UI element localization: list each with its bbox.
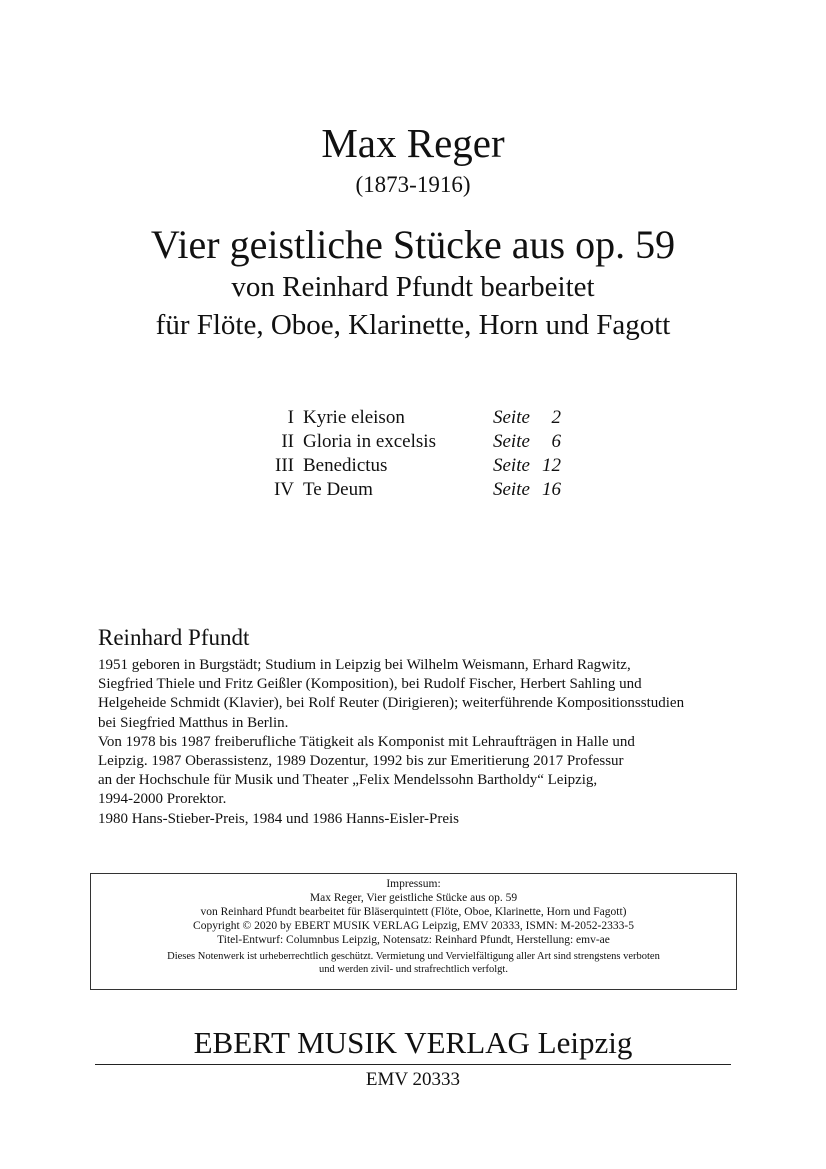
toc-title: Kyrie eleison — [303, 407, 405, 428]
toc-page-label: Seite — [493, 479, 530, 500]
table-of-contents — [250, 406, 570, 502]
toc-title: Gloria in excelsis — [303, 431, 436, 452]
impressum-box — [90, 873, 737, 990]
biography-line: bei Siegfried Matthus in Berlin. — [98, 714, 289, 731]
toc-number: I — [287, 407, 294, 428]
toc-page-number: 2 — [551, 407, 561, 428]
biography-line: Leipzig. 1987 Oberassistenz, 1989 Dozentur, 1992 bis zur Emeritierung 2017 Professur — [98, 753, 624, 770]
biography-text — [98, 656, 748, 829]
arranger-line: von Reinhard Pfundt bearbeitet — [231, 271, 595, 303]
toc-title: Benedictus — [303, 455, 388, 476]
toc-title: Te Deum — [303, 479, 373, 500]
copyright-notice-line: und werden zivil- und strafrechtlich verfolgt. — [319, 964, 508, 975]
copyright-notice-line: Dieses Notenwerk ist urheberrechtlich geschützt. Vermietung und Vervielfältigung aller Art sind strengstens verboten — [167, 951, 660, 962]
toc-entry — [250, 406, 570, 430]
biography-line: an der Hochschule für Musik und Theater „Felix Mendelssohn Bartholdy“ Leipzig, — [98, 772, 598, 789]
toc-page-number: 12 — [542, 455, 561, 476]
work-title: Vier geistliche Stücke aus op. 59 — [150, 222, 676, 267]
toc-page-label: Seite — [493, 407, 530, 428]
biography-line: Von 1978 bis 1987 freiberufliche Tätigkeit als Komponist mit Lehraufträgen in Halle und — [98, 733, 635, 750]
biography-line: Helgeheide Schmidt (Klavier), bei Rolf Reuter (Dirigieren); weiterführende Kompositionsstudien — [98, 695, 685, 712]
toc-page-label: Seite — [493, 431, 530, 452]
toc-number: II — [281, 431, 294, 452]
impressum-line: Max Reger, Vier geistliche Stücke aus op. 59 — [309, 892, 518, 904]
toc-entry — [250, 478, 570, 502]
toc-number: IV — [273, 479, 294, 500]
impressum-line: von Reinhard Pfundt bearbeitet für Bläserquintett (Flöte, Oboe, Klarinette, Horn und Fagott) — [200, 906, 627, 918]
toc-entry — [250, 454, 570, 478]
impressum-line: Impressum: — [386, 878, 441, 890]
toc-page-label: Seite — [493, 455, 530, 476]
publisher-divider — [95, 1064, 731, 1065]
biography-line: Siegfried Thiele und Fritz Geißler (Komposition), bei Rudolf Fischer, Herbert Sahling und — [98, 676, 642, 693]
toc-page-number: 16 — [542, 479, 561, 500]
toc-number: III — [275, 455, 294, 476]
biography-heading: Reinhard Pfundt — [98, 625, 250, 650]
composer-name: Max Reger — [321, 120, 505, 166]
publisher-name: EBERT MUSIK VERLAG Leipzig — [193, 1025, 633, 1060]
biography-line: 1951 geboren in Burgstädt; Studium in Leipzig bei Wilhelm Weismann, Erhard Ragwitz, — [98, 657, 631, 673]
biography-line: 1980 Hans-Stieber-Preis, 1984 und 1986 Hanns-Eisler-Preis — [98, 810, 460, 827]
impressum-line: Titel-Entwurf: Columnbus Leipzig, Notensatz: Reinhard Pfundt, Herstellung: emv-ae — [217, 934, 610, 946]
toc-page-number: 6 — [551, 431, 561, 452]
impressum-line: Copyright © 2020 by EBERT MUSIK VERLAG Leipzig, EMV 20333, ISMN: M-2052-2333-5 — [193, 920, 634, 932]
biography-line: 1994-2000 Prorektor. — [98, 791, 227, 808]
edition-number: EMV 20333 — [365, 1069, 461, 1090]
toc-entry — [250, 430, 570, 454]
composer-dates: (1873-1916) — [355, 172, 471, 197]
instrumentation-line: für Flöte, Oboe, Klarinette, Horn und Fagott — [155, 309, 671, 341]
